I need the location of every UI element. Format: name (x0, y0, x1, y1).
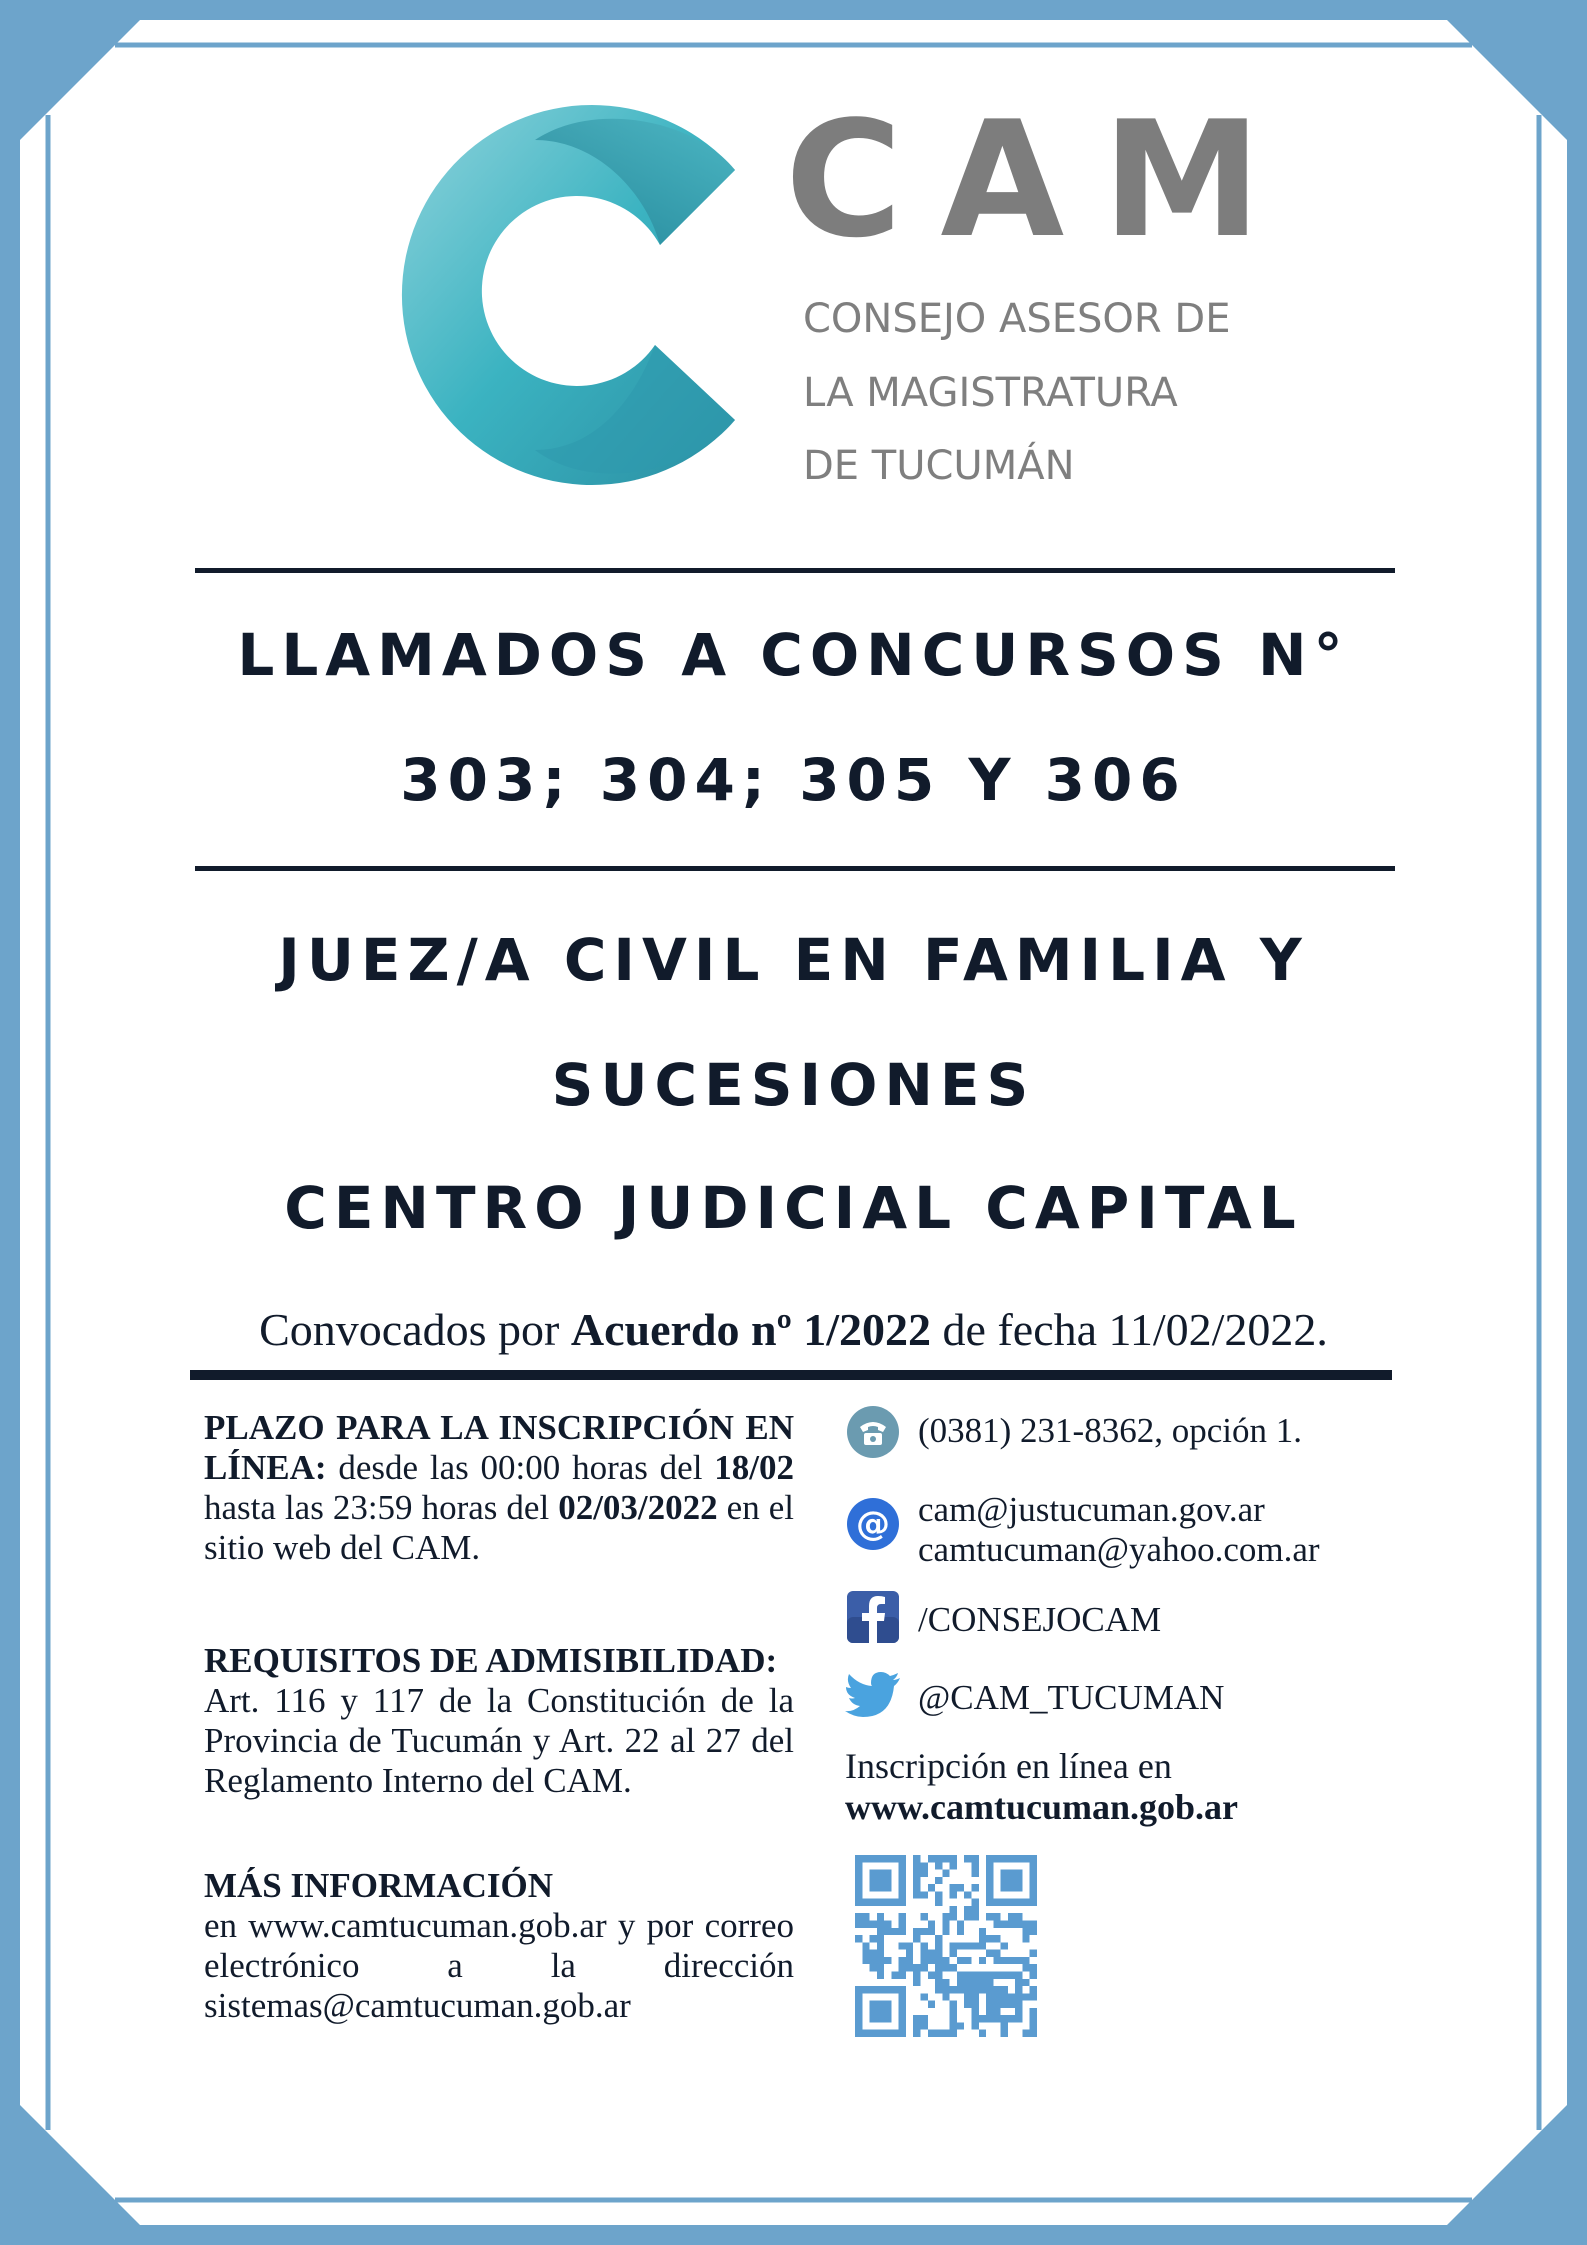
plazo-label: PLAZO PARA LA INSCRIPCIÓN EN LÍNEA: (204, 1408, 794, 1487)
plazo-text-3: en el sitio web del CAM. (204, 1488, 794, 1567)
email-primary[interactable]: cam@justucuman.gov.ar (918, 1490, 1265, 1529)
title-line-1: LLAMADOS A CONCURSOS N° (237, 621, 1350, 689)
email-secondary[interactable]: camtucuman@yahoo.com.ar (918, 1530, 1320, 1569)
email-icon (846, 1497, 900, 1551)
divider-top (195, 568, 1395, 573)
plazo-date-start: 18/02 (714, 1448, 794, 1487)
plazo-date-end: 02/03/2022 (558, 1488, 718, 1527)
twitter-handle[interactable]: @CAM_TUCUMAN (918, 1678, 1225, 1717)
inscripcion-url[interactable] (845, 1787, 1238, 1828)
info-section (204, 1866, 794, 2026)
logo-subtitle-line-3: DE TUCUMÁN (803, 443, 1075, 489)
info-label: MÁS INFORMACIÓN (204, 1866, 554, 1905)
twitter-icon (845, 1672, 901, 1722)
phone-number[interactable]: (0381) 231-8362, opción 1. (918, 1411, 1302, 1450)
requisitos-text: Art. 116 y 117 de la Constitución de la Provincia de Tucumán y Art. 22 al 27 del Reglamento Interno del CAM. (204, 1681, 794, 1800)
qr-code (855, 1855, 1037, 2037)
phone-icon (846, 1405, 900, 1459)
info-text: en www.camtucuman.gob.ar y por correo electrónico a la dirección sistemas@camtucuman.gob.ar (204, 1906, 794, 2025)
title-line-2: 303; 304; 305 Y 306 (400, 746, 1187, 814)
logo-wordmark: CAM (785, 86, 1300, 273)
position-line-1: JUEZ/A CIVIL EN FAMILIA Y (278, 926, 1309, 994)
inscripcion-label: Inscripción en línea en (845, 1746, 1172, 1786)
svg-text:@: @ (856, 1504, 890, 1544)
logo-subtitle-line-1: CONSEJO ASESOR DE (803, 296, 1231, 342)
plazo-text-2: hasta las 23:59 horas del (204, 1488, 559, 1527)
requisitos-section (204, 1641, 794, 1801)
acuerdo-number: Acuerdo nº 1/2022 (570, 1304, 932, 1355)
facebook-icon (847, 1591, 899, 1643)
convocados-prefix: Convocados por (259, 1304, 571, 1355)
plazo-section (204, 1408, 794, 1568)
divider-bottom (190, 1370, 1392, 1380)
cam-logo-icon (395, 100, 755, 490)
divider-middle (195, 866, 1395, 871)
convocados-suffix: de fecha 11/02/2022. (931, 1304, 1328, 1355)
inscripcion-url-text[interactable]: www.camtucuman.gob.ar (845, 1787, 1238, 1827)
requisitos-label: REQUISITOS DE ADMISIBILIDAD: (204, 1641, 778, 1680)
position-line-2: SUCESIONES (551, 1051, 1036, 1119)
facebook-handle[interactable]: /CONSEJOCAM (918, 1600, 1162, 1639)
position-line-3: CENTRO JUDICIAL CAPITAL (284, 1174, 1303, 1242)
convocados-line (100, 1302, 1487, 1358)
logo-subtitle-line-2: LA MAGISTRATURA (803, 370, 1178, 416)
plazo-text-1: desde las 00:00 horas del (326, 1448, 715, 1487)
